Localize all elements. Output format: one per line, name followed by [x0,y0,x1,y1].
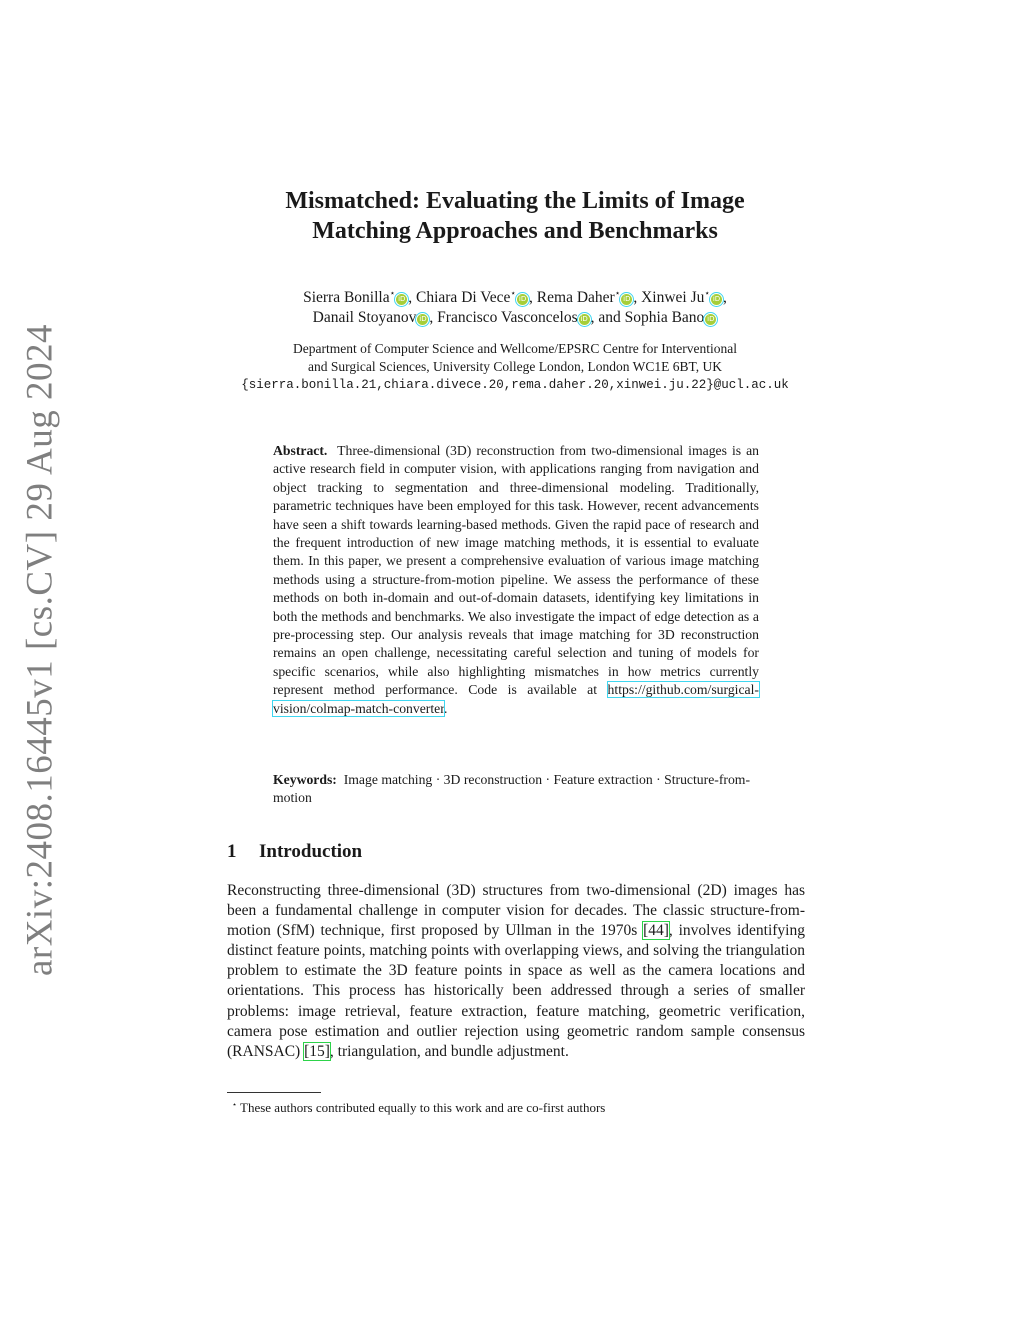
arxiv-identifier: arXiv:2408.16445v1 [cs.CV] 29 Aug 2024 [19,323,61,977]
orcid-icon[interactable]: iD [623,295,631,303]
title-line-1: Mismatched: Evaluating the Limits of Image [285,188,745,214]
co-first-star: ⋆ [510,288,517,298]
author-emails: {sierra.bonilla.21,chiara.divece.20,rema.daher.20,xinwei.ju.22}@ucl.ac.uk [241,378,789,392]
author-name: Chiara Di Vece [416,289,511,306]
code-link[interactable]: https://github.com/surgical-vision/colmap-match-converter [273,682,759,716]
author-name: Danail Stoyanov [312,309,417,326]
co-first-star: ⋆ [389,288,396,298]
abstract-label: Abstract. [273,443,328,458]
affiliation [200,340,830,394]
co-first-star: ⋆ [704,288,711,298]
orcid-icon[interactable]: iD [518,295,527,303]
footnote-mark: ⋆ [232,1100,238,1109]
author-name: Francisco Vasconcelos [437,309,578,326]
section-number: 1 [227,841,237,862]
orcid-icon[interactable]: iD [580,315,588,323]
section-title: Introduction [259,841,363,862]
abstract: Abstract. Three-dimensional (3D) reconstruction from two-dimensional images is an active research field in computer vision, with applications ranging from navigation and object tracking to segmentation and three-dimensional modeling. Traditionally, parametric techniques have been employed for this task. However, recent advancements have seen a shift towards learning-based methods. Given the rapid pace of research and the frequent introduction of new image matching methods, it is essential to evaluate them. In this paper, we present a comprehensive evaluation of various image matching methods using a structure-from-motion pipeline. We assess the performance of these methods on both in-domain and out-of-domain datasets, identifying key limitations in both the methods and benchmarks. We also investigate the impact of edge detection as a pre-processing step. Our analysis reveals that image matching for 3D reconstruction remains an open challenge, necessitating careful selection and tuning of models for specific scenarios, while also highlighting mismatches in how metrics currently represent method performance. Code is available at https://github.com/surgical-vision/colmap-match-converter. [273,443,759,716]
paper-title [200,186,830,246]
orcid-icon[interactable]: iD [712,295,721,303]
author-line-2: Danail Stoyanov iD , Francisco Vasconcelos iD , and Sophia Bano iD [312,309,715,326]
introduction-paragraph: Reconstructing three-dimensional (3D) structures from two-dimensional (2D) images has been a fundamental challenge in computer vision for decades. The classic structure-from-motion (SfM) technique, first proposed by Ullman in the 1970s [44], involves identifying distinct feature points, matching points with overlapping views, and solving the triangulation problem to estimate the 3D feature points in space as well as the camera locations and orientations. This process has historically been addressed through a series of smaller problems: image retrieval, feature extraction, feature matching, geometric verification, camera pose estimation and outlier rejection using geometric random sample consensus (RANSAC) [15], triangulation, and bundle adjustment. [227,882,805,1060]
citation-link[interactable]: [15] [304,1042,330,1060]
keywords [273,771,759,808]
footnote [232,1096,605,1116]
author-name: Xinwei Ju [641,289,705,306]
title-line-2: Matching Approaches and Benchmarks [312,218,718,244]
co-first-star: ⋆ [614,288,621,298]
keywords-label: Keywords: [273,772,337,787]
affiliation-line-1: Department of Computer Science and Wellcome/EPSRC Centre for Interventional [292,341,738,356]
affiliation-line-2: and Surgical Sciences, University College London, London WC1E 6BT, UK [308,359,722,374]
author-name: Rema Daher [536,289,615,306]
citation-link[interactable]: [44] [643,922,669,940]
keywords-text: Image matching · 3D reconstruction · Feature extraction · Structure-from-motion [273,772,751,806]
author-name: Sierra Bonilla [303,289,390,306]
author-name: Sophia Bano [624,309,705,326]
orcid-icon[interactable]: iD [707,315,715,323]
orcid-icon[interactable]: iD [419,315,427,323]
author-line-1: Sierra Bonilla⋆iD , Chiara Di Vece⋆iD , Rema Daher⋆iD , Xinwei Ju⋆iD , [303,288,727,306]
footnote-text: These authors contributed equally to this work and are co-first authors [240,1100,606,1115]
footnote-rule [227,1092,321,1093]
author-list [200,283,830,328]
section-heading [227,840,362,864]
orcid-icon[interactable]: iD [398,295,406,303]
abstract-text: Three-dimensional (3D) reconstruction from two-dimensional images is an active research field in computer vision, with applications ranging from navigation and object tracking to segmentation and three-dimensional modeling. Traditionally, parametric techniques have been employed for this task. However, recent advancements have seen a shift towards learning-based methods. Given the rapid pace of research and the frequent introduction of new image matching methods, it is essential to evaluate them. In this paper, we present a comprehensive evaluation of various image matching methods using a structure-from-motion pipeline. We assess the performance of these methods on both in-domain and out-of-domain datasets, identifying key limitations in both the methods and benchmarks. We also investigate the impact of edge detection as a pre-processing step. Our analysis reveals that image matching for 3D reconstruction remains an open challenge, necessitating careful selection and tuning of models for specific scenarios, while also highlighting mismatches in how metrics currently represent method performance. Code is available at [273,443,759,698]
